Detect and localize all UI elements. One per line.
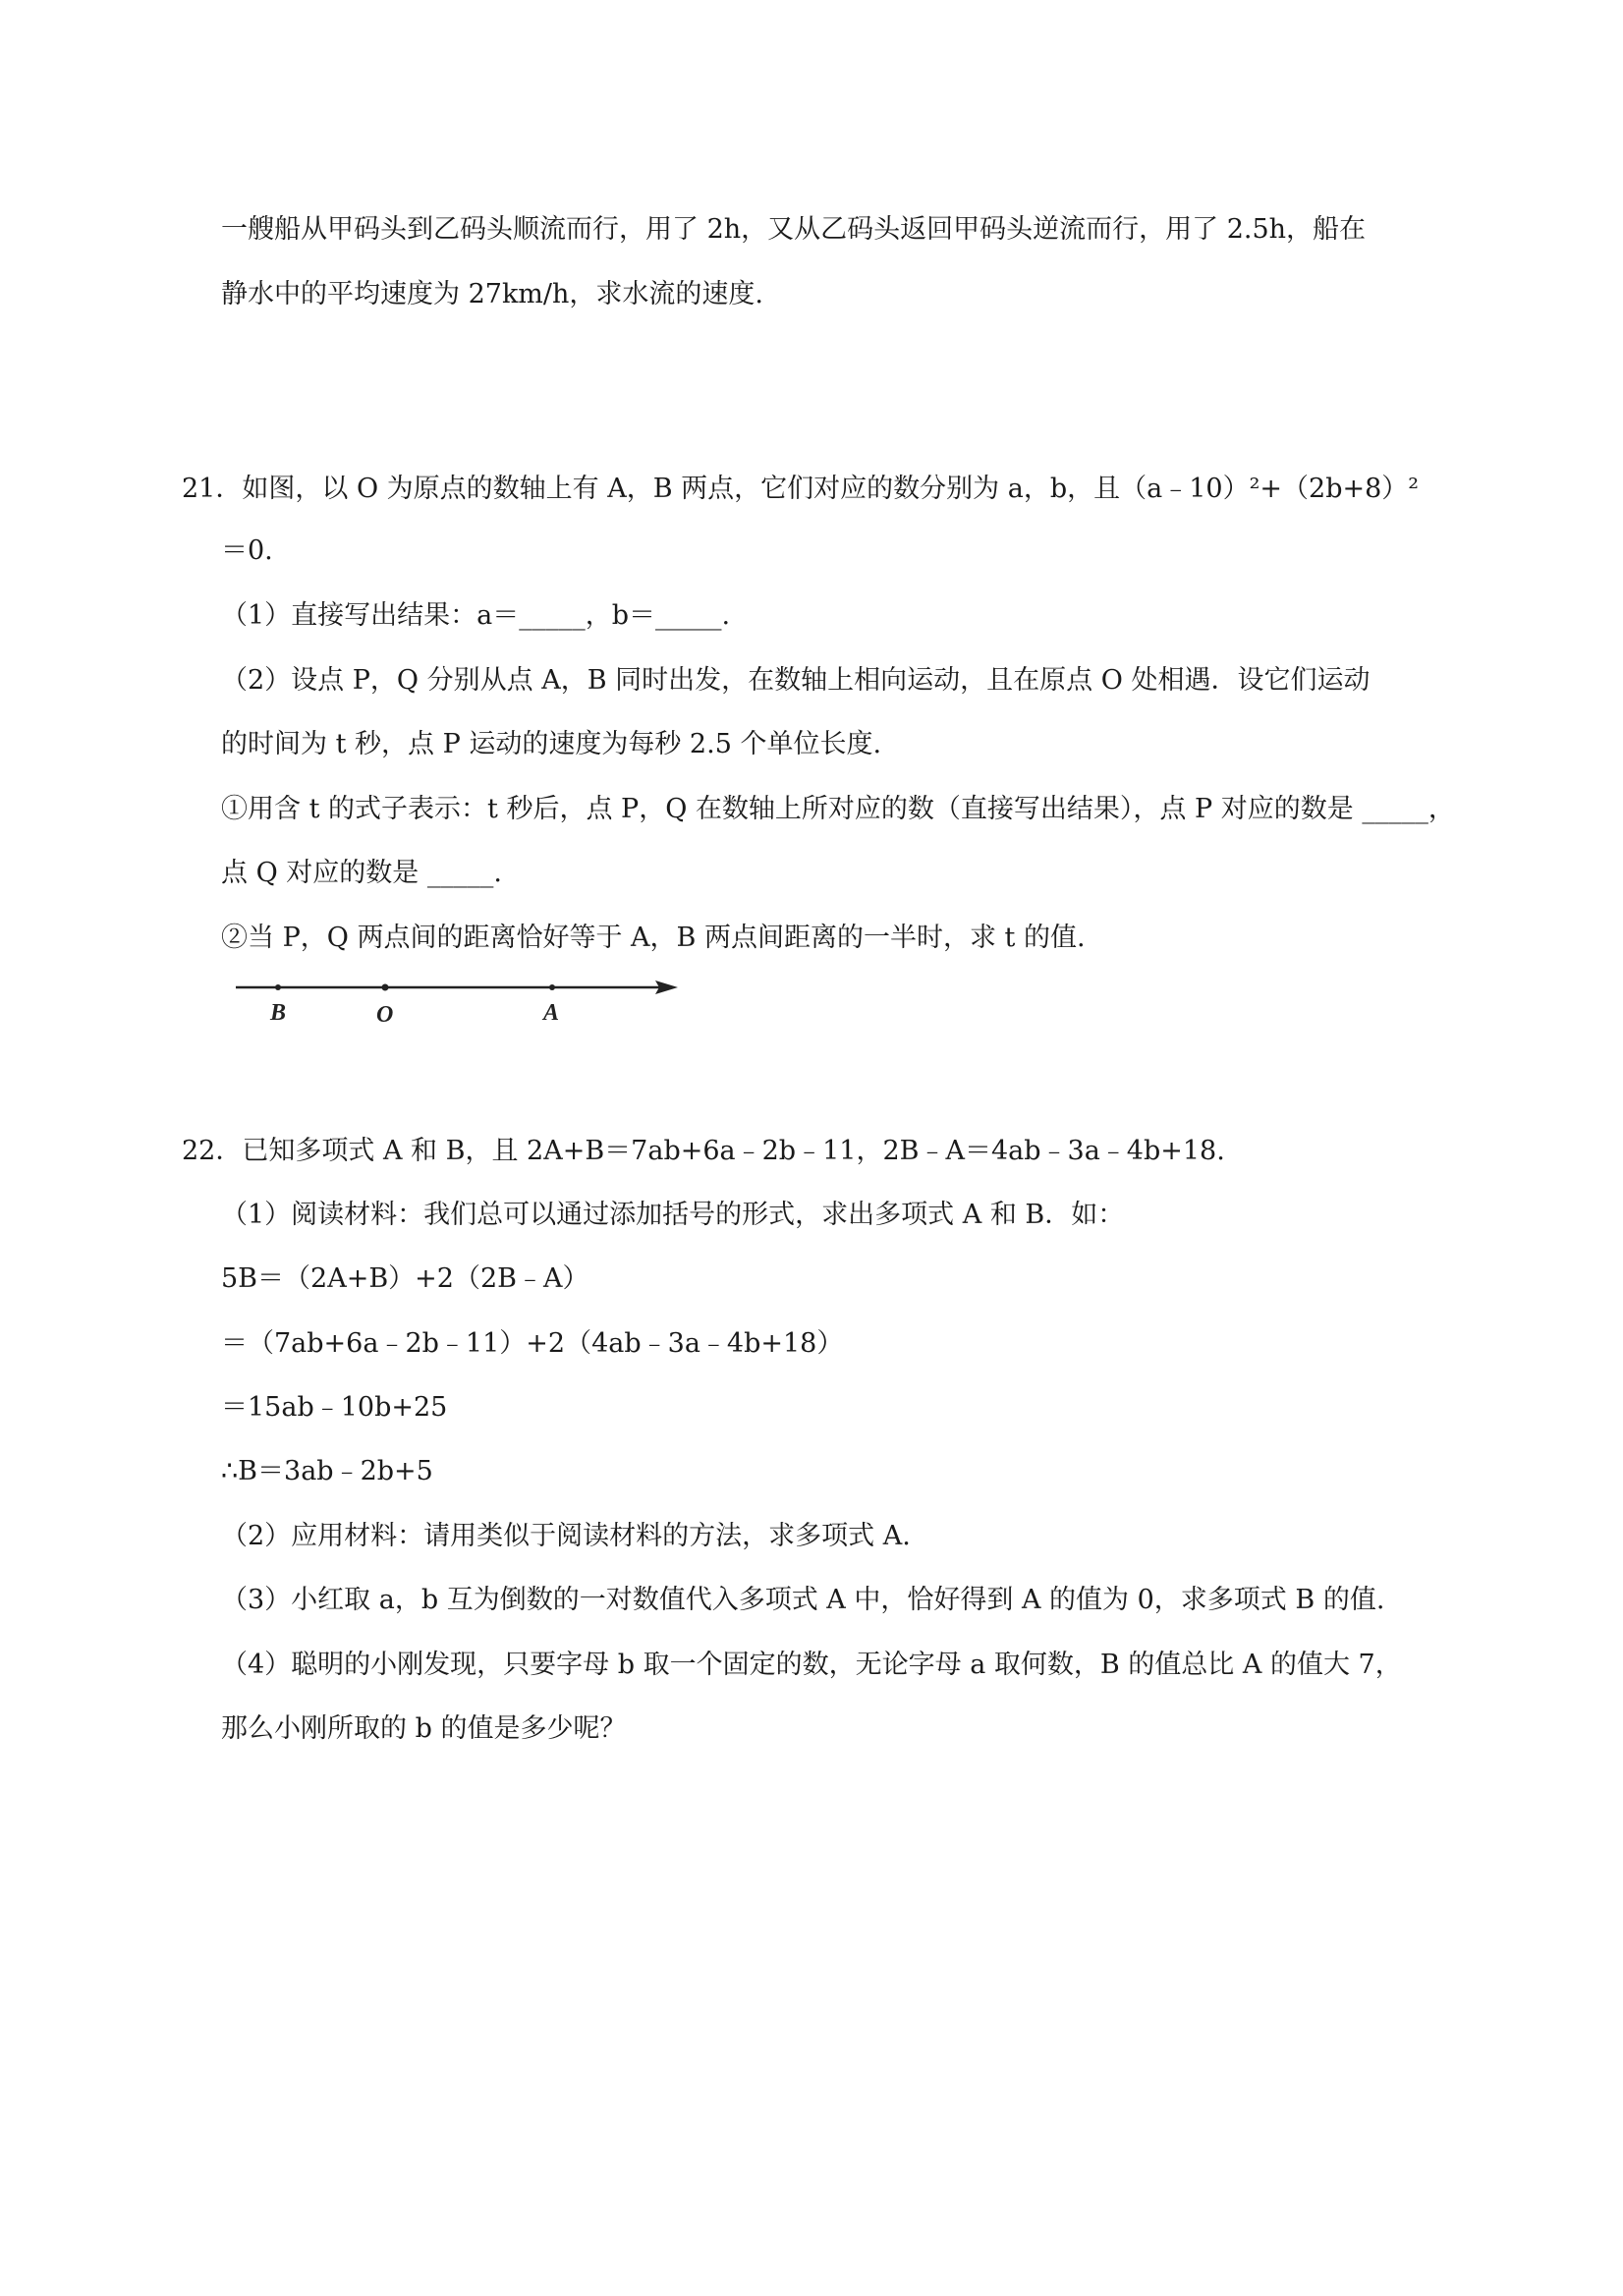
q21-sub-1-line-2: 点 Q 对应的数是 _____. <box>221 858 502 888</box>
q22-eq-3: ＝15ab﹣10b+25 <box>221 1392 448 1423</box>
point-a-dot <box>549 984 555 990</box>
intro-line-2: 静水中的平均速度为 27km/h，求水流的速度. <box>221 279 763 309</box>
label-a: A <box>543 1000 560 1026</box>
number-line-figure <box>231 973 683 1032</box>
q22-part-1: （1）阅读材料：我们总可以通过添加括号的形式，求出多项式 A 和 B．如： <box>221 1200 1125 1230</box>
q22-stem: 22．已知多项式 A 和 B，且 2A+B＝7ab+6a﹣2b﹣11，2B﹣A＝4ab﹣3a﹣4b+18. <box>182 1136 1225 1166</box>
number-line-svg <box>231 973 683 1032</box>
label-o: O <box>376 1002 394 1028</box>
q21-part-2-line-1: （2）设点 P，Q 分别从点 A，B 同时出发，在数轴上相向运动，且在原点 O 处相遇．设它们运动 <box>221 665 1371 696</box>
point-o-dot <box>382 984 389 991</box>
q21-part-1: （1）直接写出结果：a＝_____，b＝_____. <box>221 600 731 631</box>
q21-sub-2: ②当 P，Q 两点间的距离恰好等于 A，B 两点间距离的一半时，求 t 的值. <box>221 923 1086 953</box>
q22-part-4-line-2: 那么小刚所取的 b 的值是多少呢？ <box>221 1713 627 1744</box>
intro-line-1: 一艘船从甲码头到乙码头顺流而行，用了 2h，又从乙码头返回甲码头逆流而行，用了 2.5h，船在 <box>221 214 1367 245</box>
q22-part-4-line-1: （4）聪明的小刚发现，只要字母 b 取一个固定的数，无论字母 a 取何数，B 的值总比 A 的值大 7， <box>221 1650 1402 1680</box>
q21-stem-line-1: 21．如图，以 O 为原点的数轴上有 A，B 两点，它们对应的数分别为 a，b，且（a﹣10）²+（2b+8）² <box>182 474 1420 504</box>
q22-eq-2: ＝（7ab+6a﹣2b﹣11）+2（4ab﹣3a﹣4b+18） <box>221 1328 844 1359</box>
label-b: B <box>270 1000 287 1026</box>
q22-eq-1: 5B＝（2A+B）+2（2B﹣A） <box>221 1263 589 1294</box>
q21-part-2-line-2: 的时间为 t 秒，点 P 运动的速度为每秒 2.5 个单位长度. <box>221 729 882 759</box>
q21-sub-1-line-1: ①用含 t 的式子表示：t 秒后，点 P，Q 在数轴上所对应的数（直接写出结果），点 P 对应的数是 _____， <box>221 794 1455 824</box>
q22-eq-4: ∴B＝3ab﹣2b+5 <box>221 1456 433 1486</box>
q22-part-2: （2）应用材料：请用类似于阅读材料的方法，求多项式 A. <box>221 1521 911 1551</box>
q22-part-3: （3）小红取 a，b 互为倒数的一对数值代入多项式 A 中，恰好得到 A 的值为 0，求多项式 B 的值. <box>221 1585 1385 1615</box>
point-b-dot <box>275 984 281 990</box>
q21-stem-line-2: ＝0. <box>221 535 273 566</box>
